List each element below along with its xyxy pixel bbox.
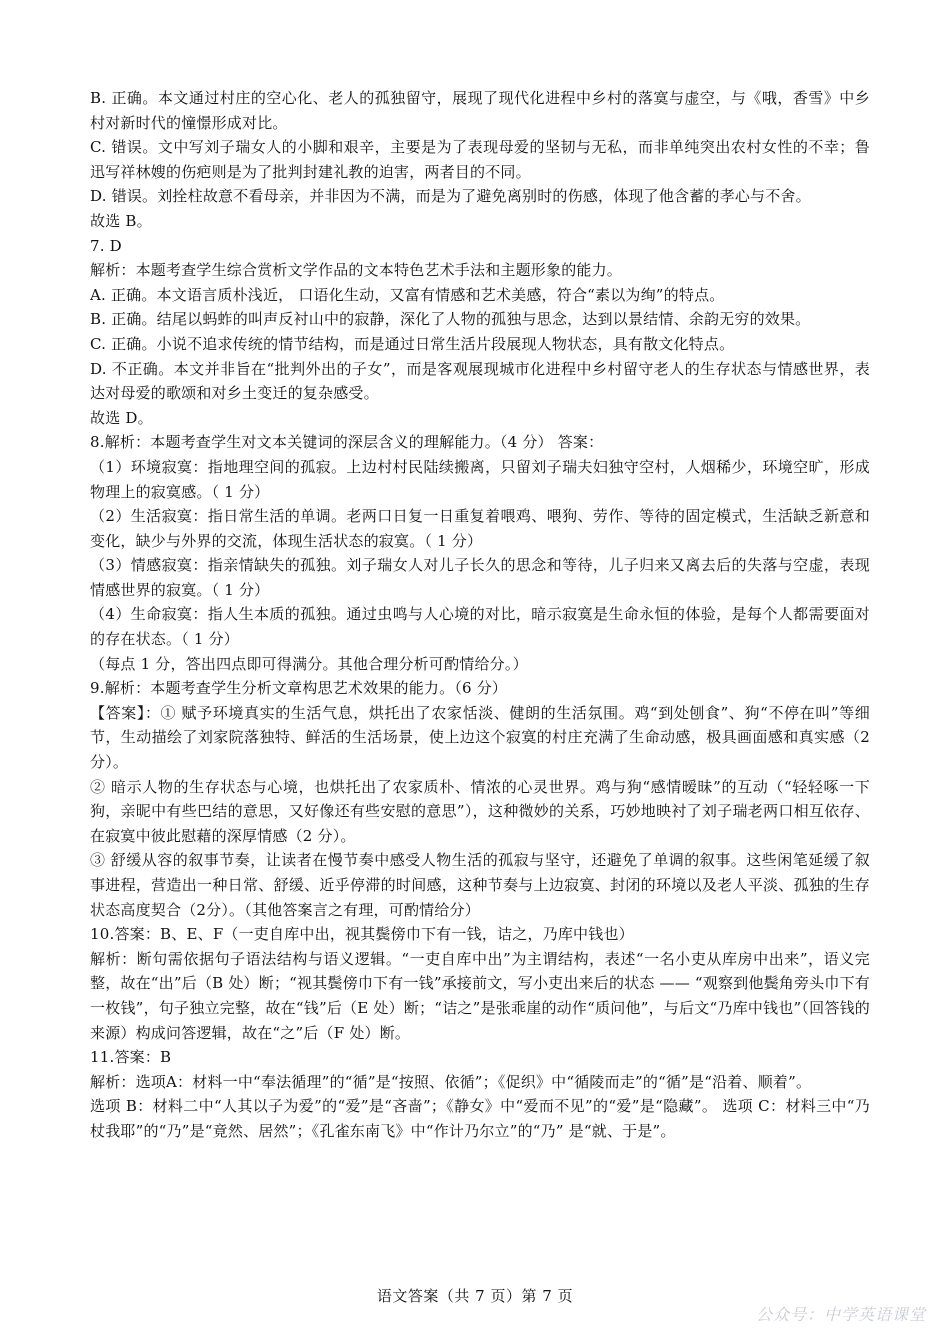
paragraph: A. 正确。本文语言质朴浅近， 口语化生动，又富有情感和艺术美感，符合“素以为绚”的特点。 bbox=[90, 285, 725, 304]
paragraph: 故选 D。 bbox=[90, 408, 153, 427]
question-answer-10: 10.答案：B、E、F（一吏自库中出，视其鬓傍巾下有一钱，诘之，乃库中钱也） bbox=[90, 925, 634, 944]
paragraph: （每点 1 分，答出四点即可得满分。其他合理分析可酌情给分。） bbox=[90, 654, 528, 673]
paragraph: 选项 B：材料二中“人其以子为爱”的“爱”是“吝啬”；《静女》中“爱而不见”的“爱”是“隐藏”。 选项 C：材料三中“乃杖我耶”的“乃”是“竟然、居然”；《孔雀东南飞》中“作计乃尔立”的“乃” 是“就、于是”。 bbox=[90, 1097, 870, 1140]
paragraph: （2）生活寂寞：指日常生活的单调。老两口日复一日重复着喂鸡、喂狗、劳作、等待的固定模式，生活缺乏新意和变化，缺少与外界的交流，体现生活状态的寂寞。（ 1 分） bbox=[90, 507, 870, 550]
paragraph: ③ 舒缓从容的叙事节奏，让读者在慢节奏中感受人物生活的孤寂与坚守，还避免了单调的叙事。这些闲笔延缓了叙事进程，营造出一种日常、舒缓、近乎停滞的时间感，这种节奏与上边寂寞、封闭的环境以及老人平淡、孤独的生存状态高度契合（2分）。（其他答案言之有理，可酌情给分） bbox=[90, 851, 870, 919]
paragraph: 故选 B。 bbox=[90, 211, 152, 230]
paragraph: 解析：断句需依据句子语法结构与语义逻辑。“一吏自库中出”为主谓结构，表述“一名小吏从库房中出来”，语义完整，故在“出”后（B 处）断；“视其鬓傍巾下有一钱”承接前文，写小吏出来后的状态 —— “观察到他鬓角旁头巾下有一枚钱”，句子独立完整，故在“钱”后（E 处）断；“诘之”是张乖崖的动作“质问他”，与后文“乃库中钱也”（回答钱的来源）构成问答逻辑，故在“之”后（F 处）断。 bbox=[90, 949, 870, 1042]
paragraph: B. 正确。结尾以蚂蚱的叫声反衬山中的寂静，深化了人物的孤独与思念，达到以景结情、余韵无穷的效果。 bbox=[90, 310, 811, 329]
watermark: 公众号：中学英语课堂 bbox=[755, 1305, 926, 1324]
paragraph: D. 错误。刘拴柱故意不看母亲，并非因为不满，而是为了避免离别时的伤感，体现了他含蓄的孝心与不舍。 bbox=[90, 187, 811, 206]
paragraph: C. 正确。小说不追求传统的情节结构，而是通过日常生活片段展现人物状态，具有散文化特点。 bbox=[90, 334, 735, 353]
paragraph: 【答案】：① 赋予环境真实的生活气息，烘托出了农家恬淡、健朗的生活氛围。鸡“到处刨食”、狗“不停在叫”等细节，生动描绘了刘家院落独特、鲜活的生活场景，使上边这个寂寞的村庄充满了生命动感，极具画面感和真实感（2 分）。 bbox=[90, 703, 870, 772]
paragraph: （4）生命寂寞：指人生本质的孤独。通过虫鸣与人心境的对比，暗示寂寞是生命永恒的体验，是每个人都需要面对的存在状态。（ 1 分） bbox=[90, 605, 870, 649]
answer-content bbox=[90, 86, 870, 1144]
question-answer-7: 7. D bbox=[90, 236, 122, 255]
paragraph: 解析：本题考查学生综合赏析文学作品的文本特色艺术手法和主题形象的能力。 bbox=[90, 261, 623, 280]
paragraph: D. 不正确。本文并非旨在“批判外出的子女”，而是客观展现城市化进程中乡村留守老人的生存状态与情感世界，表达对母爱的歌颂和对乡土变迁的复杂感受。 bbox=[90, 359, 870, 403]
paragraph: （1）环境寂寞：指地理空间的孤寂。上边村村民陆续搬离，只留刘子瑞夫妇独守空村，人烟稀少，环境空旷，形成物理上的寂寞感。（ 1 分） bbox=[90, 457, 870, 501]
paragraph: C. 错误。文中写刘子瑞女人的小脚和艰辛，主要是为了表现母爱的坚韧与无私，而非单纯突出农村女性的不幸；鲁迅写祥林嫂的伤疤则是为了批判封建礼教的迫害，两者目的不同。 bbox=[90, 138, 870, 181]
paragraph: 解析：选项A：材料一中“奉法循理”的“循”是“按照、依循”；《促织》中“循陵而走”的“循”是“沿着、顺着”。 bbox=[90, 1072, 812, 1091]
question-answer-11: 11.答案：B bbox=[90, 1048, 172, 1067]
question-answer-8: 8.解析：本题考查学生对文本关键词的深层含义的理解能力。（4 分） 答案： bbox=[90, 433, 604, 452]
question-answer-9: 9.解析：本题考查学生分析文章构思艺术效果的能力。（6 分） bbox=[90, 679, 508, 698]
page-footer: 语文答案（共 7 页）第 7 页 bbox=[376, 1287, 574, 1305]
paragraph: ② 暗示人物的生存状态与心境，也烘托出了农家质朴、情浓的心灵世界。鸡与狗“感情暧昧”的互动（“轻轻啄一下狗，亲昵中有些巴结的意思，又好像还有些安慰的意思”），这种微妙的关系，巧妙地映衬了刘子瑞老两口相互依存、在寂寞中彼此慰藉的深厚情感（2 分）。 bbox=[90, 777, 870, 845]
paragraph: B. 正确。本文通过村庄的空心化、老人的孤独留守，展现了现代化进程中乡村的落寞与虚空，与《哦，香雪》中乡村对新时代的憧憬形成对比。 bbox=[90, 89, 870, 132]
paragraph: （3）情感寂寞：指亲情缺失的孤独。刘子瑞女人对儿子长久的思念和等待，儿子归来又离去后的失落与空虚，表现情感世界的寂寞。（ 1 分） bbox=[90, 556, 870, 599]
